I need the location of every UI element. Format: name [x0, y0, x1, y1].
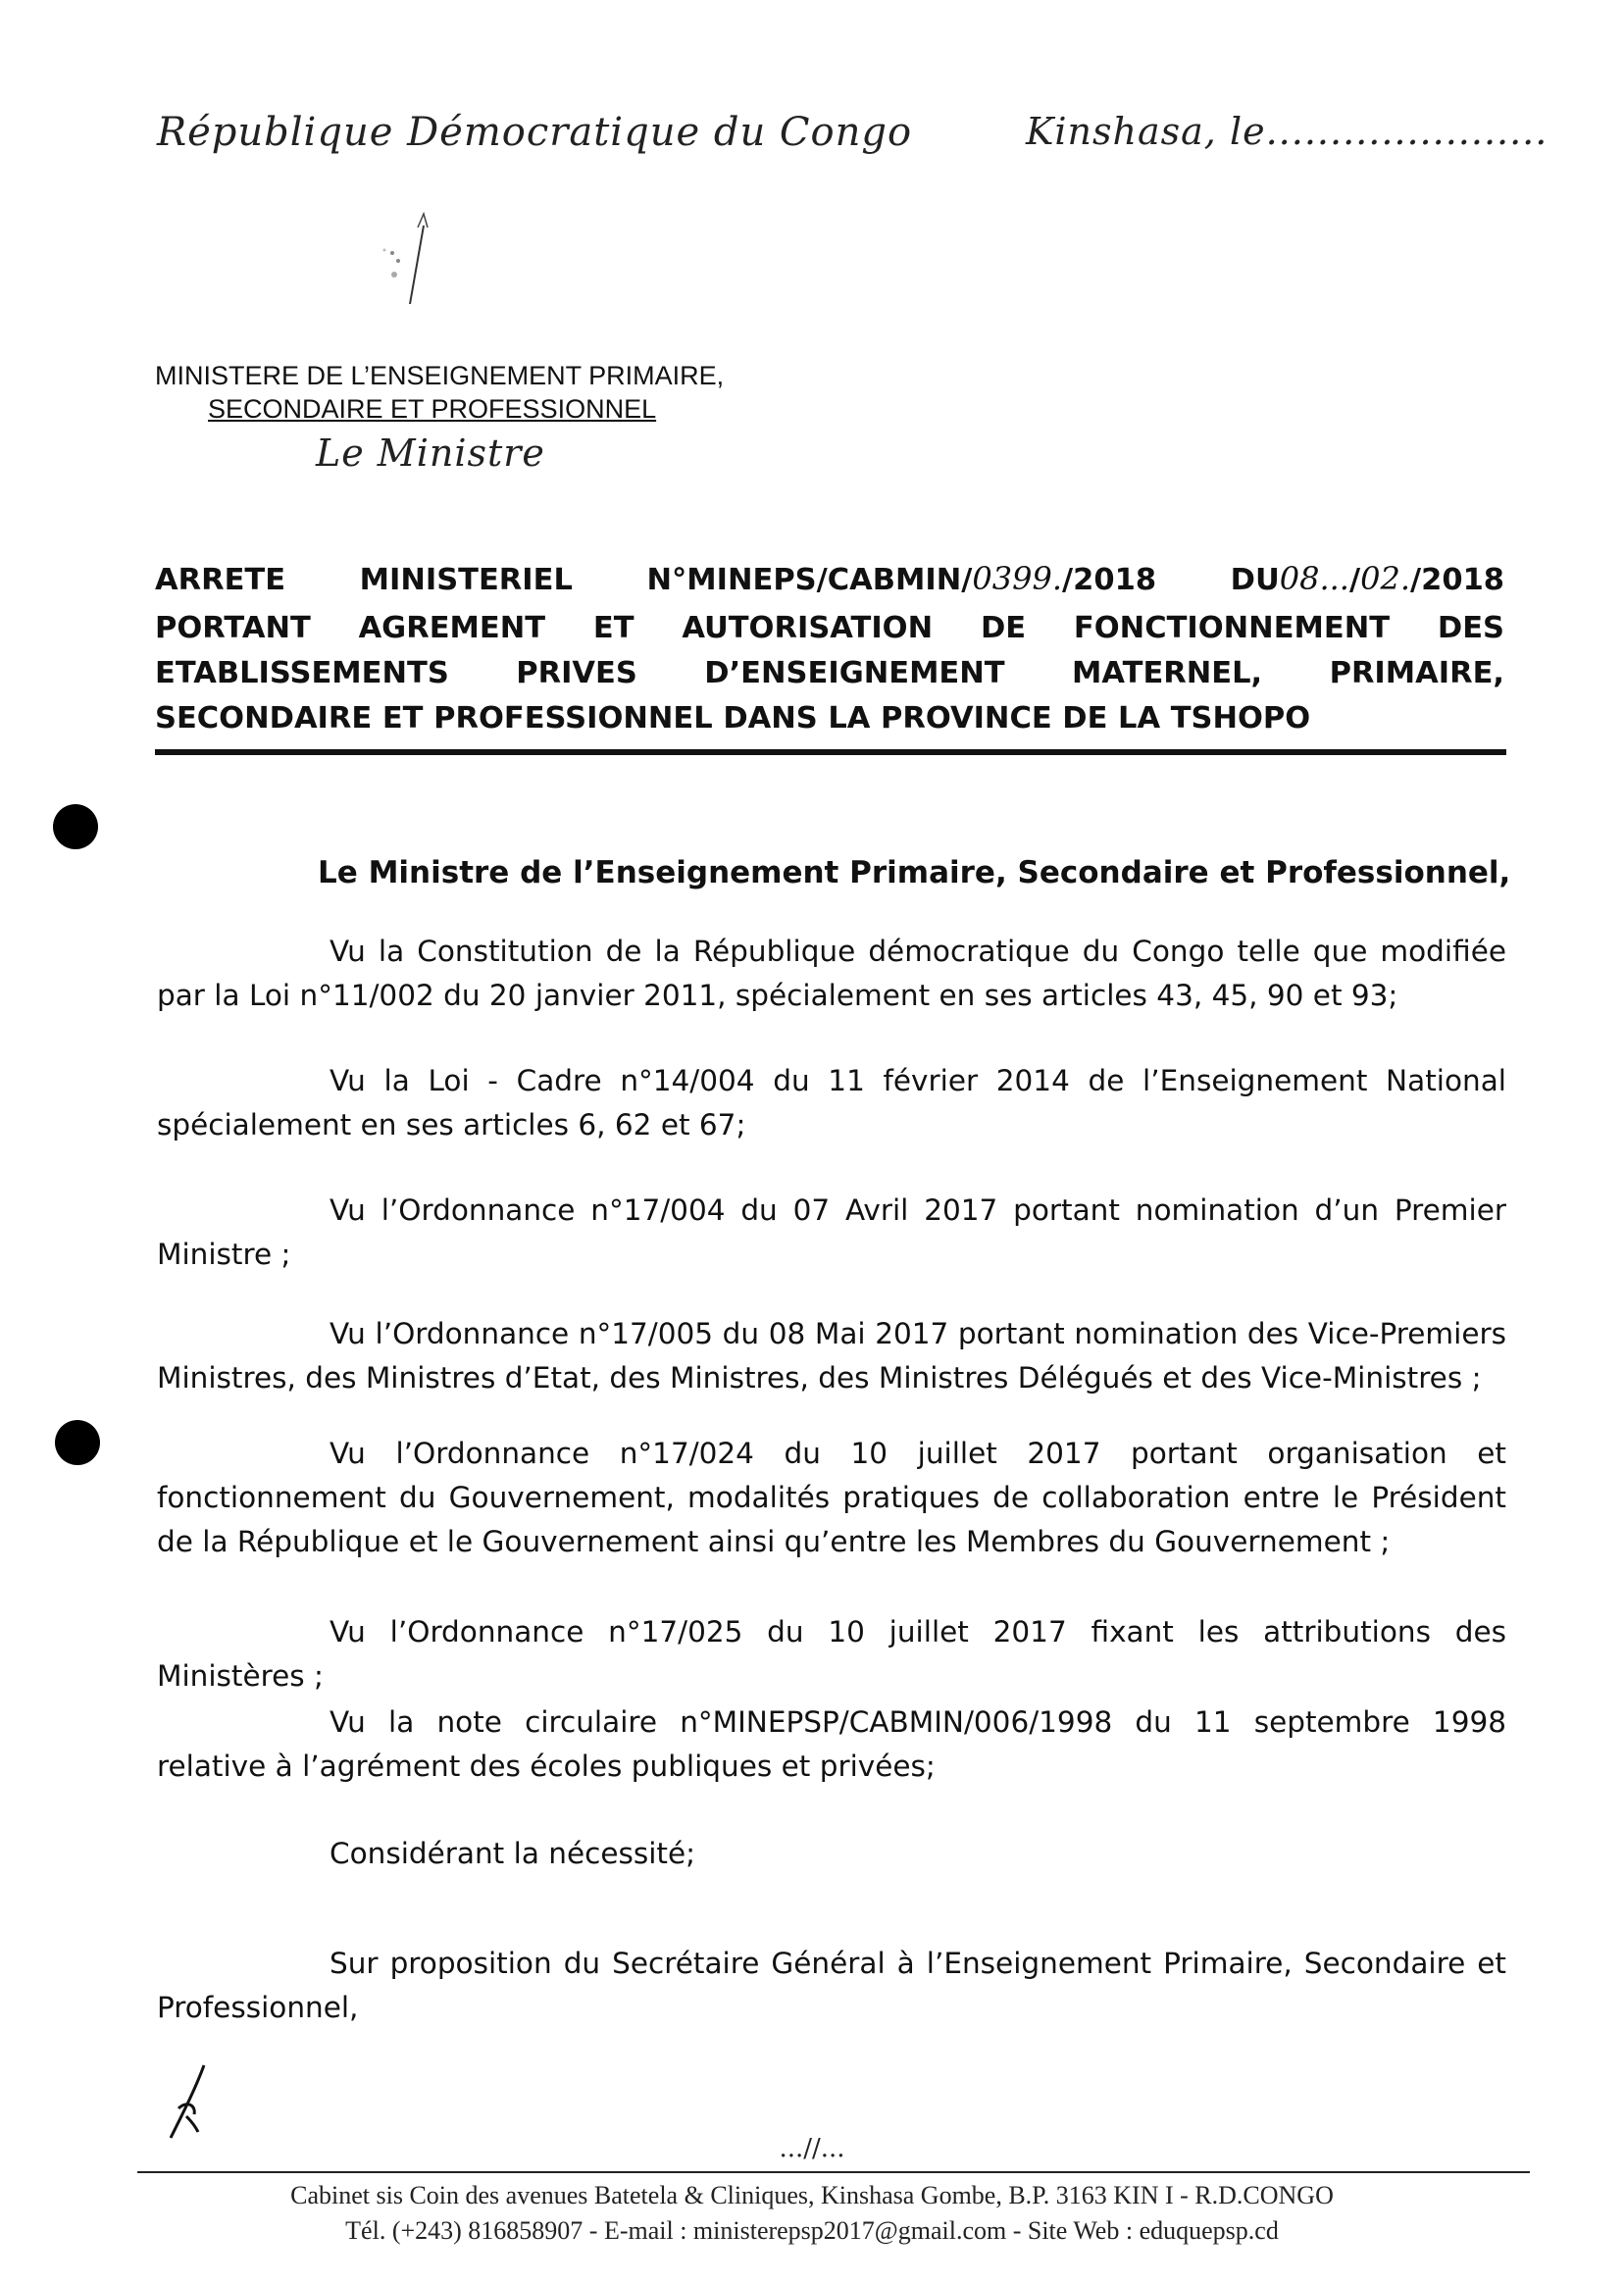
signature-title: Le Ministre — [316, 431, 545, 475]
preamble-heading: Le Ministre de l’Enseignement Primaire, Secondaire et Professionnel, — [318, 855, 1511, 890]
paragraph-ordonnance-17-024: Vu l’Ordonnance n°17/024 du 10 juillet 2017 portant organisation et fonctionnement du Gouvernement, modalités pratiques de collaboration entre le Président de la République et le Gouvernement ainsi qu’entre les Membres du Gouvernement ; — [157, 1437, 1506, 1558]
decree-title-line-2: PORTANT AGREMENT ET AUTORISATION DE FONCTIONNEMENT DES — [155, 611, 1504, 645]
decree-title-line-4: SECONDAIRE ET PROFESSIONNEL DANS LA PROVINCE DE LA TSHOPO — [155, 701, 1311, 736]
paragraph-proposition: Sur proposition du Secrétaire Général à l’Enseignement Primaire, Secondaire et Professionnel, — [157, 1947, 1506, 2024]
decree-title-end: /2018 — [1409, 563, 1505, 597]
ministry-name — [155, 359, 724, 426]
decree-title-text: ARRETE MINISTERIEL N°MINEPS/CABMIN/ — [155, 563, 973, 597]
decree-date-separator: / — [1348, 563, 1361, 597]
continuation-mark: ...//... — [779, 2134, 845, 2163]
paragraph-ordonnance-17-005: Vu l’Ordonnance n°17/005 du 08 Mai 2017 portant nomination des Vice-Premiers Ministres, des Ministres d’Etat, des Ministres, des Ministres Délégués et des Vice-Ministres ; — [157, 1317, 1506, 1395]
place-date: Kinshasa, le...................... — [1026, 110, 1548, 153]
paragraph-ordonnance-17-004: Vu l’Ordonnance n°17/004 du 07 Avril 2017 portant nomination d’un Premier Ministre ; — [157, 1193, 1506, 1271]
punch-hole — [53, 804, 98, 849]
decree-day-handwritten: 08... — [1279, 560, 1349, 597]
ministry-line-2: SECONDAIRE ET PROFESSIONNEL — [208, 394, 657, 424]
title-underline — [155, 749, 1506, 755]
paragraph-note-circulaire: Vu la note circulaire n°MINEPSP/CABMIN/006/1998 du 11 septembre 1998 relative à l’agrément des écoles publiques et privées; — [157, 1705, 1506, 1783]
paragraph-ordonnance-17-025: Vu l’Ordonnance n°17/025 du 10 juillet 2017 fixant les attributions des Ministères ; — [157, 1615, 1506, 1693]
decree-title-year: /2018 DU — [1062, 563, 1280, 597]
footer-rule — [137, 2171, 1530, 2173]
footer-contact: Tél. (+243) 816858907 - E-mail : ministerepsp2017@gmail.com - Site Web : eduquepsp.cd — [345, 2216, 1279, 2245]
ministry-line-1: MINISTERE DE L’ENSEIGNEMENT PRIMAIRE, — [155, 361, 725, 390]
decree-month-handwritten: 02. — [1360, 560, 1410, 597]
paragraph-necessite: Considérant la nécessité; — [330, 1837, 696, 1870]
coat-of-arms-emblem — [373, 206, 451, 314]
footer-address: Cabinet sis Coin des avenues Batetela & Cliniques, Kinshasa Gombe, B.P. 3163 KIN I - R.D.CONGO — [290, 2181, 1334, 2209]
decree-number-handwritten: 0399. — [972, 560, 1063, 597]
country-name: République Démocratique du Congo — [157, 110, 913, 155]
decree-title-line-1 — [155, 557, 1504, 602]
paragraph-loi-cadre: Vu la Loi - Cadre n°14/004 du 11 février 2014 de l’Enseignement National spécialement en ses articles 6, 62 et 67; — [157, 1064, 1506, 1142]
punch-hole — [55, 1420, 100, 1465]
paragraph-constitution: Vu la Constitution de la République démocratique du Congo telle que modifiée par la Loi n°11/002 du 20 janvier 2011, spécialement en ses articles 43, 45, 90 et 93; — [157, 935, 1506, 1012]
decree-title-line-3: ETABLISSEMENTS PRIVES D’ENSEIGNEMENT MATERNEL, PRIMAIRE, — [155, 656, 1504, 690]
